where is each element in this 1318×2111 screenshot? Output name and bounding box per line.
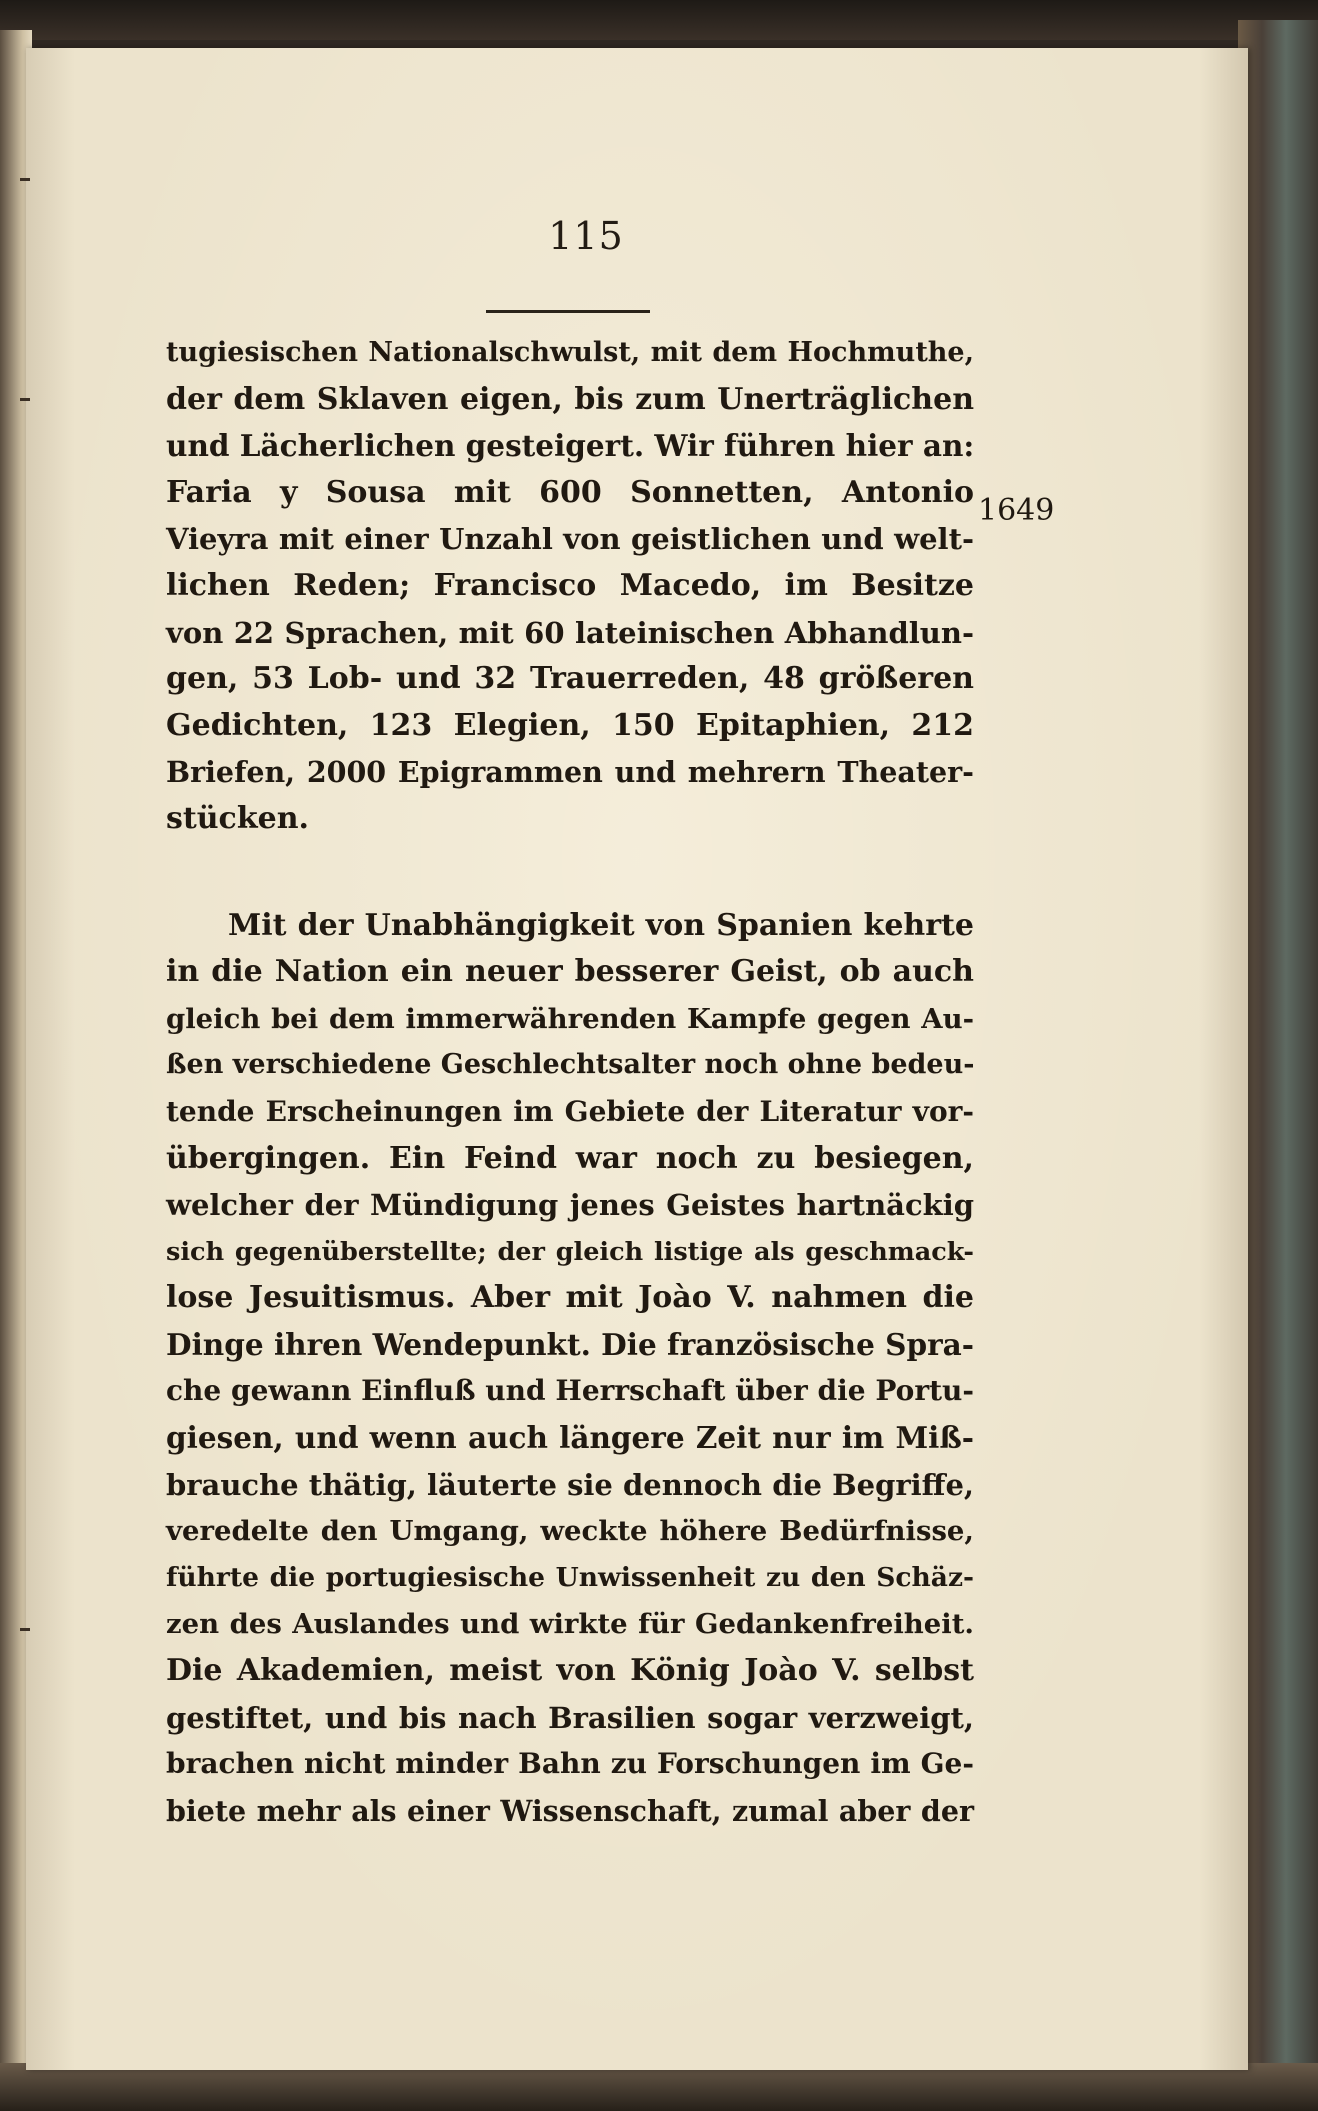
paragraph-gap [166,843,974,903]
text-line: Gedichten, 123 Elegien, 150 Epitaphien, 212 [166,707,974,743]
text-line: lichen Reden; Francisco Macedo, im Besitze [166,567,974,603]
text-line: tugiesischen Nationalschwulst, mit dem Hochmuthe, [166,337,974,368]
paragraph-2 [166,903,974,1835]
body-text [166,330,974,1834]
text-line: Vieyra mit einer Unzahl von geistlichen und welt- [166,522,974,557]
text-line: in die Nation ein neuer besserer Geist, ob auch [166,954,974,990]
header-rule [486,310,650,313]
text-line: che gewann Einfluß und Herrschaft über die Portu- [166,1374,974,1408]
text-line: giesen, und wenn auch längere Zeit nur im Miß- [166,1420,974,1456]
page-number: 115 [548,214,624,258]
margin-year-note: 1649 [978,493,1055,528]
text-line: Mit der Unabhängigkeit von Spanien kehrte [228,907,974,943]
text-line: stücken. [166,800,309,836]
text-line: welcher der Mündigung jenes Geistes hartnäckig [166,1188,974,1223]
book-cover-edge [1238,20,1318,2100]
text-line: der dem Sklaven eigen, bis zum Unerträglichen [166,381,974,417]
text-line: Dinge ihren Wendepunkt. Die französische Spra- [166,1326,974,1362]
binding-thread-mark [20,178,30,181]
text-line: gen, 53 Lob- und 32 Trauerreden, 48 größeren [166,661,974,697]
text-line: von 22 Sprachen, mit 60 lateinischen Abhandlun- [166,615,974,650]
binding-thread-mark [20,398,30,401]
text-line: veredelte den Umgang, weckte höhere Bedürfnisse, [166,1515,974,1548]
text-line: gestiftet, und bis nach Brasilien sogar verzweigt, [166,1700,974,1735]
book-top-edge [0,0,1318,40]
text-line: führte die portugiesische Unwissenheit zu den Schäz- [166,1561,974,1593]
text-line: ßen verschiedene Geschlechtsalter noch ohne bedeu- [166,1049,975,1081]
text-line: zen des Auslandes und wirkte für Gedankenfreiheit. [166,1608,974,1641]
binding-thread-mark [20,1628,30,1631]
page-sheet [26,48,1248,2070]
text-line: Faria y Sousa mit 600 Sonnetten, Antonio [166,474,974,510]
text-line: brauche thätig, läuterte sie dennoch die Begriffe, [166,1467,974,1502]
text-line: übergingen. Ein Feind war noch zu besiegen, [166,1140,974,1176]
text-line: Die Akademien, meist von König Joào V. selbst [166,1653,974,1689]
text-line: tende Erscheinungen im Gebiete der Literatur vor- [166,1094,974,1128]
text-line: sich gegenüberstellte; der gleich listige als geschmack- [166,1236,974,1267]
text-line: lose Jesuitismus. Aber mit Joào V. nahmen die [166,1280,974,1316]
text-line: biete mehr als einer Wissenschaft, zumal aber der [166,1793,974,1828]
text-line: gleich bei dem immerwährenden Kampfe gegen Au- [166,1002,974,1035]
paragraph-1 [166,330,974,843]
text-line: brachen nicht minder Bahn zu Forschungen im Ge- [166,1747,974,1781]
text-line: Briefen, 2000 Epigrammen und mehrern Theater- [166,755,974,790]
book-bottom-edge [0,2063,1318,2111]
text-line: und Lächerlichen gesteigert. Wir führen hier an: [166,428,975,464]
